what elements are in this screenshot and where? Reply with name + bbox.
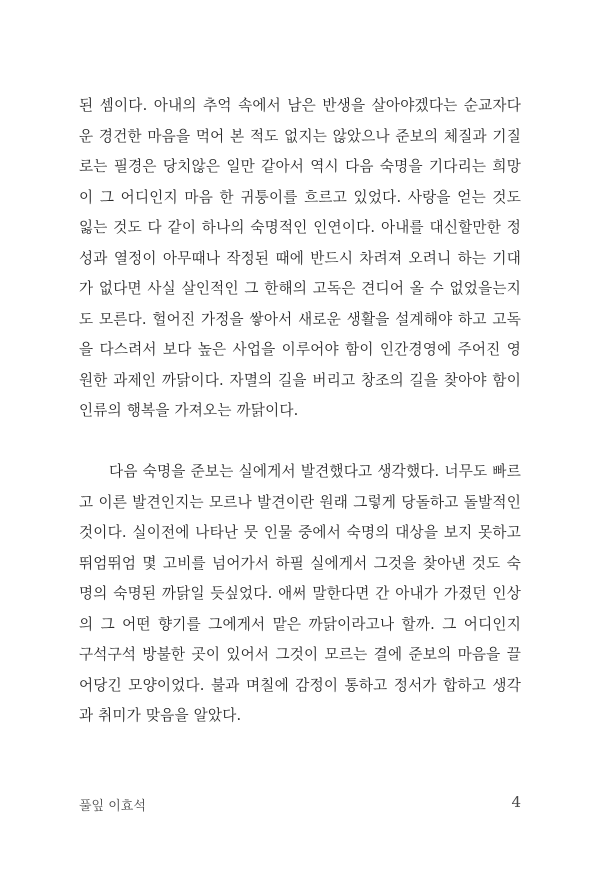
text-line: 이 그 어디인지 마음 한 귀퉁이를 흐르고 있었다. 사랑을 얻는 것도 <box>79 188 521 206</box>
text-line: 도 모른다. 헐어진 가정을 쌓아서 새로운 생활을 설계해야 하고 고독 <box>79 310 521 328</box>
footer-title: 풀잎 이효석 <box>79 799 146 814</box>
text-line: 것이다. 실이전에 나타난 뭇 인물 중에서 숙명의 대상을 보지 못하고 <box>79 524 521 541</box>
text-line: 을 다스려서 보다 높은 사업을 이루어야 함이 인간경영에 주어진 영 <box>79 341 521 358</box>
text-line: 어당긴 모양이었다. 불과 며칠에 감정이 통하고 정서가 합하고 생각 <box>79 676 521 694</box>
text-line: 과 취미가 맞음을 알았다. <box>79 707 242 724</box>
paragraph-2 <box>79 457 521 732</box>
text-line: 명의 숙명된 까닭일 듯싶었다. 애써 말한다면 간 아내가 가졌던 인상 <box>79 585 521 602</box>
text-line: 다음 숙명을 준보는 실에게서 발견했다고 생각했다. 너무도 빠르 <box>79 463 521 480</box>
text-line: 된 셈이다. 아내의 추억 속에서 남은 반생을 살아야겠다는 순교자다 <box>79 97 521 114</box>
text-line: 운 경건한 마음을 먹어 본 적도 없지는 않았으나 준보의 체질과 기질 <box>79 127 521 145</box>
text-line: 의 그 어떤 향기를 그에게서 맡은 까닭이라고나 할까. 그 어디인지 <box>79 615 521 633</box>
text-line: 고 이른 발견인지는 모르나 발견이란 원래 그렇게 당돌하고 돌발적인 <box>79 493 521 511</box>
paragraph-1 <box>79 91 521 427</box>
text-line: 성과 열정이 아무때나 작정된 때에 반드시 차려져 오려니 하는 기대 <box>79 249 521 267</box>
text-line: 인류의 행복을 가져오는 까닭이다. <box>79 402 299 419</box>
text-line: 뛰엄뛰엄 몇 고비를 넘어가서 하필 실에게서 그것을 찾아낸 것도 숙 <box>79 554 521 572</box>
text-line: 원한 과제인 까닭이다. 자멸의 길을 버리고 창조의 길을 찾아야 함이 <box>79 371 521 389</box>
text-line: 가 없다면 사실 살인적인 그 한해의 고독은 견디어 올 수 없었을는지 <box>79 280 521 297</box>
text-line: 잃는 것도 다 같이 하나의 숙명적인 인연이다. 아내를 대신할만한 정 <box>79 219 521 236</box>
text-line: 로는 필경은 당치않은 일만 같아서 역시 다음 숙명을 기다리는 희망 <box>79 158 521 175</box>
text-line: 구석구석 방불한 곳이 있어서 그것이 모르는 결에 준보의 마음을 끌 <box>79 646 521 663</box>
page-number: 4 <box>511 793 521 811</box>
